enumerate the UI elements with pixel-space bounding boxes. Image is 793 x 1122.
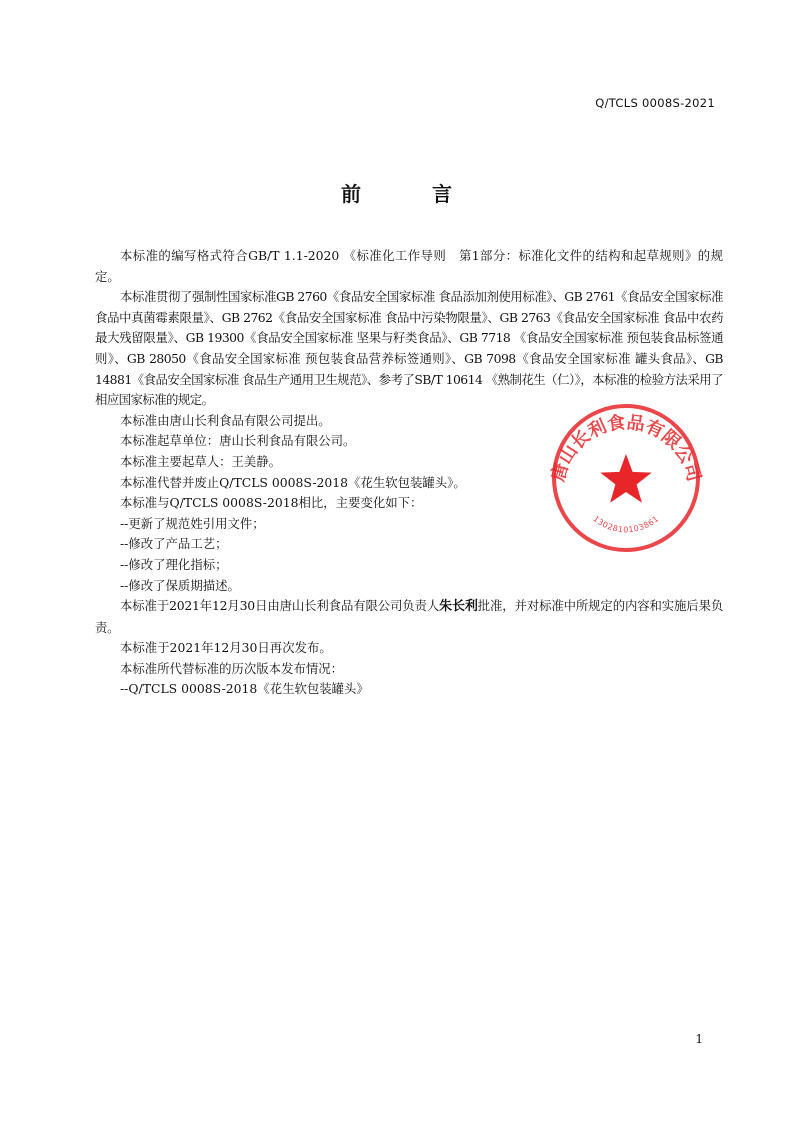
document-code: Q/TCLS 0008S-2021 — [595, 96, 715, 110]
list-item: --更新了规范姓引用文件； — [120, 515, 265, 531]
paragraph: 本标准贯彻了强制性国家标准GB 2760《食品安全国家标准 食品添加剂使用标准》、GB 2761《食品安全国家标准 食品中真菌霉素限量》、GB 2762《食品安全国家标准 食品中污染物限量》、GB 2763《食品安全国家标准 食品中农药最大残留限量》、GB 19300《食品安全国家标准 坚果与籽类食品》、GB 7718 《食品安全国家标准 预包装食品标签通则》、GB 28050《食品安全国家标准 预包装食品营养标签通则》、GB 7098《食品安全国家标准 罐头食品》、GB 14881《食品安全国家标准 食品生产通用卫生规范》、参考了SB/T 10614 《熟制花生（仁）》，本标准的检验方法采用了相应国家标准的规定。 — [95, 289, 723, 408]
list-item: --修改了保质期描述。 — [120, 577, 240, 593]
paragraph: 本标准与Q/TCLS 0008S-2018相比，主要变化如下： — [120, 495, 423, 511]
seal-code: 1302810103861 — [591, 514, 661, 535]
star-icon — [600, 454, 651, 503]
paragraph: 本标准所代替标准的历次版本发布情况： — [120, 660, 344, 676]
approval-paragraph — [95, 596, 723, 638]
paragraph: 本标准代替并废止Q/TCLS 0008S-2018《花生软包装罐头》。 — [120, 474, 466, 490]
company-seal — [542, 398, 710, 553]
seal-company-name: 唐山长利食品有限公司 — [547, 412, 705, 484]
list-item: --Q/TCLS 0008S-2018《花生软包装罐头》 — [120, 681, 369, 697]
paragraph: 本标准由唐山长利食品有限公司提出。 — [120, 412, 331, 428]
paragraph: 本标准于2021年12月30日再次发布。 — [120, 640, 332, 656]
paragraph: 本标准的编写格式符合GB/T 1.1-2020 《标准化工作导则 第1部分：标准化文件的结构和起草规则》的规定。 — [95, 248, 723, 284]
list-item: --修改了产品工艺； — [120, 536, 228, 552]
page-title: 前 言 — [341, 182, 484, 206]
list-item: --修改了理化指标； — [120, 556, 228, 572]
svg-text:1302810103861 — [591, 514, 660, 534]
paragraph: 本标准起草单位：唐山长利食品有限公司。 — [120, 433, 356, 449]
approval-text: 本标准于2021年12月30日由唐山长利食品有限公司负责人 — [120, 598, 440, 614]
approval-text: 批准，并对标准中所规定的内容和实施后果负责。 — [95, 598, 723, 635]
paragraph: 本标准主要起草人：王美静。 — [120, 453, 282, 469]
signer-name: 朱长利 — [439, 599, 478, 615]
page-number: 1 — [695, 1032, 703, 1046]
